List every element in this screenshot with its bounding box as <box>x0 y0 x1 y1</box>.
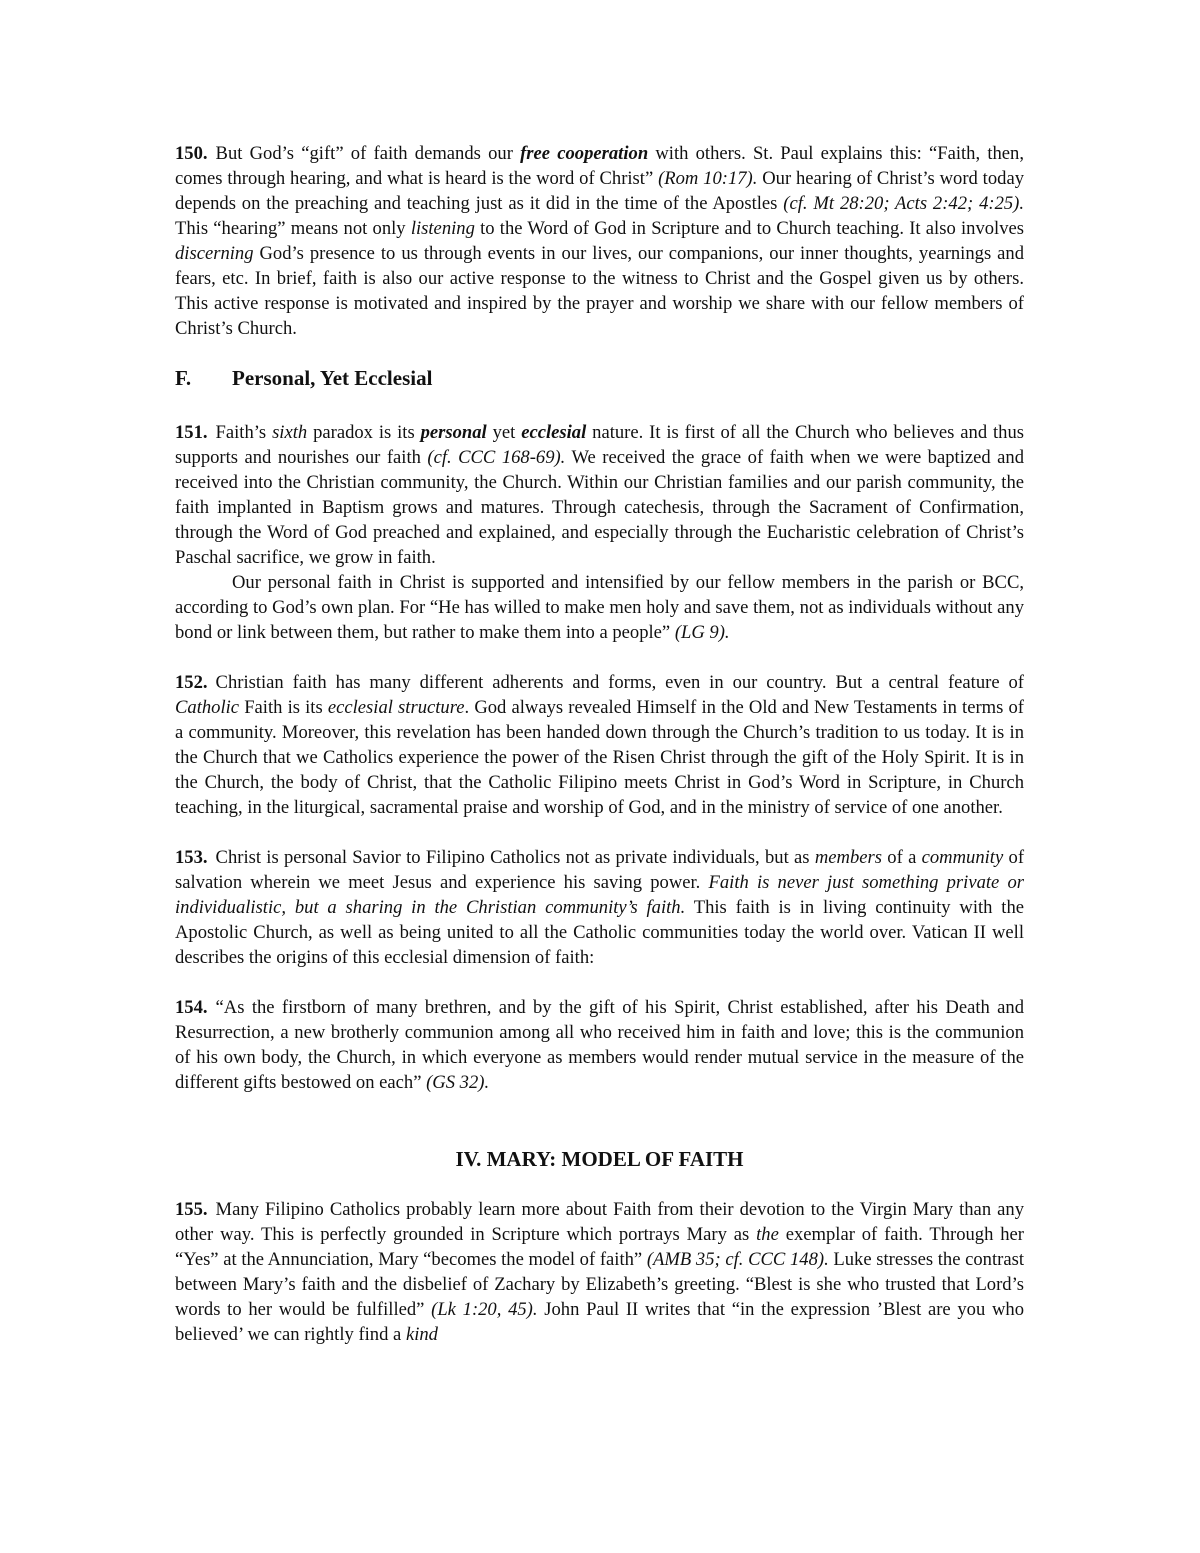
paragraph-text: Faith’s <box>215 422 273 443</box>
paragraph-text: . God always revealed Himself in the Old and New Testaments in terms of a community. Moreover, this revelation has been handed down through the Church’s tradition to us today. It is in the Church that we Catholics experience the power of the Risen Christ through the gift of the Holy Spirit. It is in the Church, the body of Christ, that the Catholic Filipino meets Christ in God’s Word in Scripture, in Church teaching, in the liturgical, sacramental praise and worship of God, and in the ministry of service of one another. <box>175 697 1024 818</box>
emphasis-text: kind <box>405 1324 438 1345</box>
paragraph-text: of a <box>881 847 922 868</box>
paragraph-number: 152. <box>175 672 208 693</box>
paragraph-150 <box>175 141 1024 341</box>
emphasis-text: community <box>921 847 1004 868</box>
emphasis-text: Catholic <box>175 697 240 718</box>
citation: (GS 32). <box>426 1072 490 1093</box>
paragraph-text: This faith is in living continuity with the Apostolic Church, as well as being united to all the Catholic communities today the world over. Vatican II well describes the origins of this ecclesial dimension of faith: <box>175 897 1024 968</box>
emphasis-text: ecclesial <box>521 422 587 443</box>
emphasis-text: the <box>756 1224 779 1245</box>
paragraph-text: Many Filipino Catholics probably learn more about Faith from their devotion to the Virgin Mary than any other way. This is perfectly grounded in Scripture which portrays Mary as <box>175 1199 1024 1245</box>
paragraph-text: We received the grace of faith when we were baptized and received into the Christian community, the Church. Within our Christian families and our parish community, the faith implanted in Baptism grows and matures. Through catechesis, through the Sacrament of Confirmation, through the Word of God preached and explained, and especially through the Eucharistic celebration of Christ’s Paschal sacrifice, we grow in faith. <box>175 447 1024 568</box>
citation: (AMB 35; cf. CCC 148). <box>646 1249 829 1270</box>
paragraph-text: yet <box>486 422 522 443</box>
paragraph-text: paradox is its <box>307 422 421 443</box>
section-heading-f <box>175 366 1024 391</box>
paragraph-text: Our hearing of Christ’s word today depends on the preaching and teaching just as it did in the time of the Apostles <box>175 168 1024 214</box>
citation: (cf. Mt 28:20; Acts 2:42; 4:25). <box>783 193 1025 214</box>
paragraph-number: 153. <box>175 847 208 868</box>
emphasis-text: listening <box>410 218 475 239</box>
paragraph-155 <box>175 1197 1024 1347</box>
paragraph-text: God’s presence to us through events in our lives, our companions, our inner thoughts, yearnings and fears, etc. In brief, faith is also our active response to the witness to Christ and the Gospel given us by others. This active response is motivated and inspired by the prayer and worship we share with our fellow members of Christ’s Church. <box>175 243 1024 339</box>
paragraph-text: Luke stresses the contrast between Mary’s faith and the disbelief of Zachary by Elizabeth’s greeting. “Blest is she who trusted that Lord’s words to her would be fulfilled” <box>175 1249 1024 1320</box>
paragraph-number: 155. <box>175 1199 208 1220</box>
emphasis-text: sixth <box>272 422 308 443</box>
emphasis-text: free cooperation <box>520 143 649 164</box>
paragraph-text: of salvation wherein we meet Jesus and experience his saving power. <box>175 847 1025 893</box>
paragraph-number: 150. <box>175 143 208 164</box>
paragraph-text: This “hearing” means not only <box>175 218 411 239</box>
paragraph-text: nature. It is first of all the Church who believes and thus supports and nourishes our faith <box>175 422 1025 468</box>
emphasis-text: Faith is never just something private or individualistic, but a sharing in the Christian community’s faith. <box>175 872 1025 918</box>
paragraph-text: Christian faith has many different adherents and forms, even in our country. But a central feature of <box>215 672 1024 693</box>
paragraph-text: to the Word of God in Scripture and to Church teaching. It also involves <box>474 218 1024 239</box>
paragraph-text: “As the firstborn of many brethren, and by the gift of his Spirit, Christ established, after his Death and Resurrection, a new brotherly communion among all who received him in faith and love; this is the communion of his own body, the Church, in which everyone as members would render mutual service in the measure of the different gifts bestowed on each” <box>175 997 1024 1093</box>
section-title: Personal, Yet Ecclesial <box>232 366 433 390</box>
paragraph-text: with others. St. Paul explains this: “Faith, then, comes through hearing, and what is heard is the word of Christ” <box>175 143 1024 189</box>
emphasis-text: members <box>814 847 882 868</box>
paragraph-text: Faith is its <box>239 697 328 718</box>
paragraph-153 <box>175 845 1024 970</box>
paragraph-text: exemplar of faith. Through her “Yes” at the Annunciation, Mary “becomes the model of faith” <box>175 1224 1024 1270</box>
paragraph-151-continued <box>175 570 1024 645</box>
citation: (Rom 10:17). <box>658 168 758 189</box>
chapter-heading: IV. MARY: MODEL OF FAITH <box>455 1147 744 1171</box>
emphasis-text: personal <box>420 422 487 443</box>
paragraph-number: 154. <box>175 997 208 1018</box>
paragraph-152 <box>175 670 1024 820</box>
document-page <box>175 141 1024 1347</box>
emphasis-text: ecclesial structure <box>327 697 465 718</box>
paragraph-151 <box>175 420 1024 570</box>
paragraph-text: Our personal faith in Christ is supported and intensified by our fellow members in the parish or BCC, according to God’s own plan. For “He has willed to make men holy and save them, not as individuals without any bond or link between them, but rather to make them into a people” <box>175 572 1024 643</box>
paragraph-text: John Paul II writes that “in the expression ’Blest are you who believed’ we can rightly find a <box>175 1299 1024 1345</box>
paragraph-text: But God’s “gift” of faith demands our <box>215 143 521 164</box>
citation: (Lk 1:20, 45). <box>431 1299 538 1320</box>
paragraph-154 <box>175 995 1024 1095</box>
paragraph-number: 151. <box>175 422 208 443</box>
citation: (LG 9). <box>674 622 730 643</box>
citation: (cf. CCC 168-69). <box>427 447 566 468</box>
emphasis-text: discerning <box>175 243 254 264</box>
section-letter: F. <box>175 366 192 390</box>
paragraph-text: Christ is personal Savior to Filipino Catholics not as private individuals, but as <box>215 847 815 868</box>
